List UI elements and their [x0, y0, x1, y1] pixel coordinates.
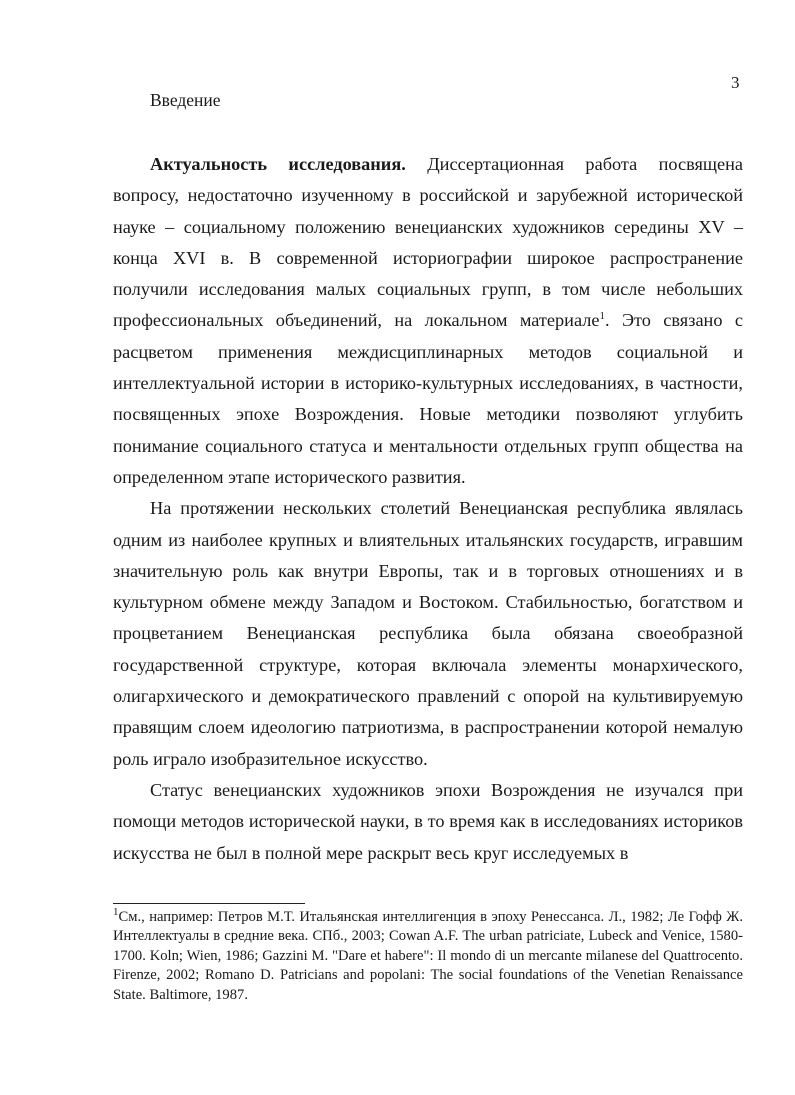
page-number: 3 [731, 73, 740, 92]
paragraph-1 [113, 149, 743, 493]
footnote-marker: 1 [113, 906, 119, 919]
footnote [113, 908, 743, 1005]
footnote-reference: 1 [599, 310, 605, 323]
paragraph-2: На протяжении нескольких столетий Венецианская республика являлась одним из наиболее крупных и влиятельных итальянских государств, игравшим значительную роль как внутри Европы, так и в торговых отношениях и в культурном обмене между Западом и Востоком. Стабильностью, богатством и процветанием Венецианская республика была обязана своеобразной государственной структуре, которая включала элементы монархического, олигархического и демократического правлений с опорой на культивируемую правящим слоем идеологию патриотизма, в распространении которой немалую роль играло изобразительное искусство. [113, 498, 743, 769]
paragraph-1-text-a: Диссертационная работа посвящена вопросу, недостаточно изученному в российской и зарубежной исторической науке – социальному положению венецианских художников середины XV – конца XVI в. В современной историографии широкое распространение получили исследования малых социальных групп, в том числе небольших профессиональных объединений, на локальном материале [113, 154, 743, 331]
footnote-divider [113, 903, 305, 904]
main-text [113, 149, 743, 869]
lead-bold: Актуальность исследования. [150, 154, 406, 174]
page-heading: Введение [150, 90, 221, 110]
footnote-text: См., например: Петров М.Т. Итальянская интеллигенция в эпоху Ренессанса. Л., 1982; Ле Гофф Ж. Интеллектуалы в средние века. СПб., 2003; Cowan A.F. The urban patriciate, Lubeck and Venice, 1580-1700. Koln; Wien, 1986; Gazzini M. "Dare et habere": Il mondo di un mercante milanese del Quattrocento. Firenze, 2002; Romano D. Patricians and popolani: The social foundations of the Venetian Renaissance State. Baltimore, 1987. [113, 909, 743, 1003]
paragraph-1-text-b: . Это связано с расцветом применения междисциплинарных методов социальной и интеллектуальной истории в историко-культурных исследованиях, в частности, посвященных эпохе Возрождения. Новые методики позволяют углубить понимание социального статуса и ментальности отдельных групп общества на определенном этапе исторического развития. [113, 310, 743, 487]
paragraph-3: Статус венецианских художников эпохи Возрождения не изучался при помощи методов исторической науки, в то время как в исследованиях историков искусства не был в полной мере раскрыт весь круг исследуемых в [113, 779, 743, 863]
